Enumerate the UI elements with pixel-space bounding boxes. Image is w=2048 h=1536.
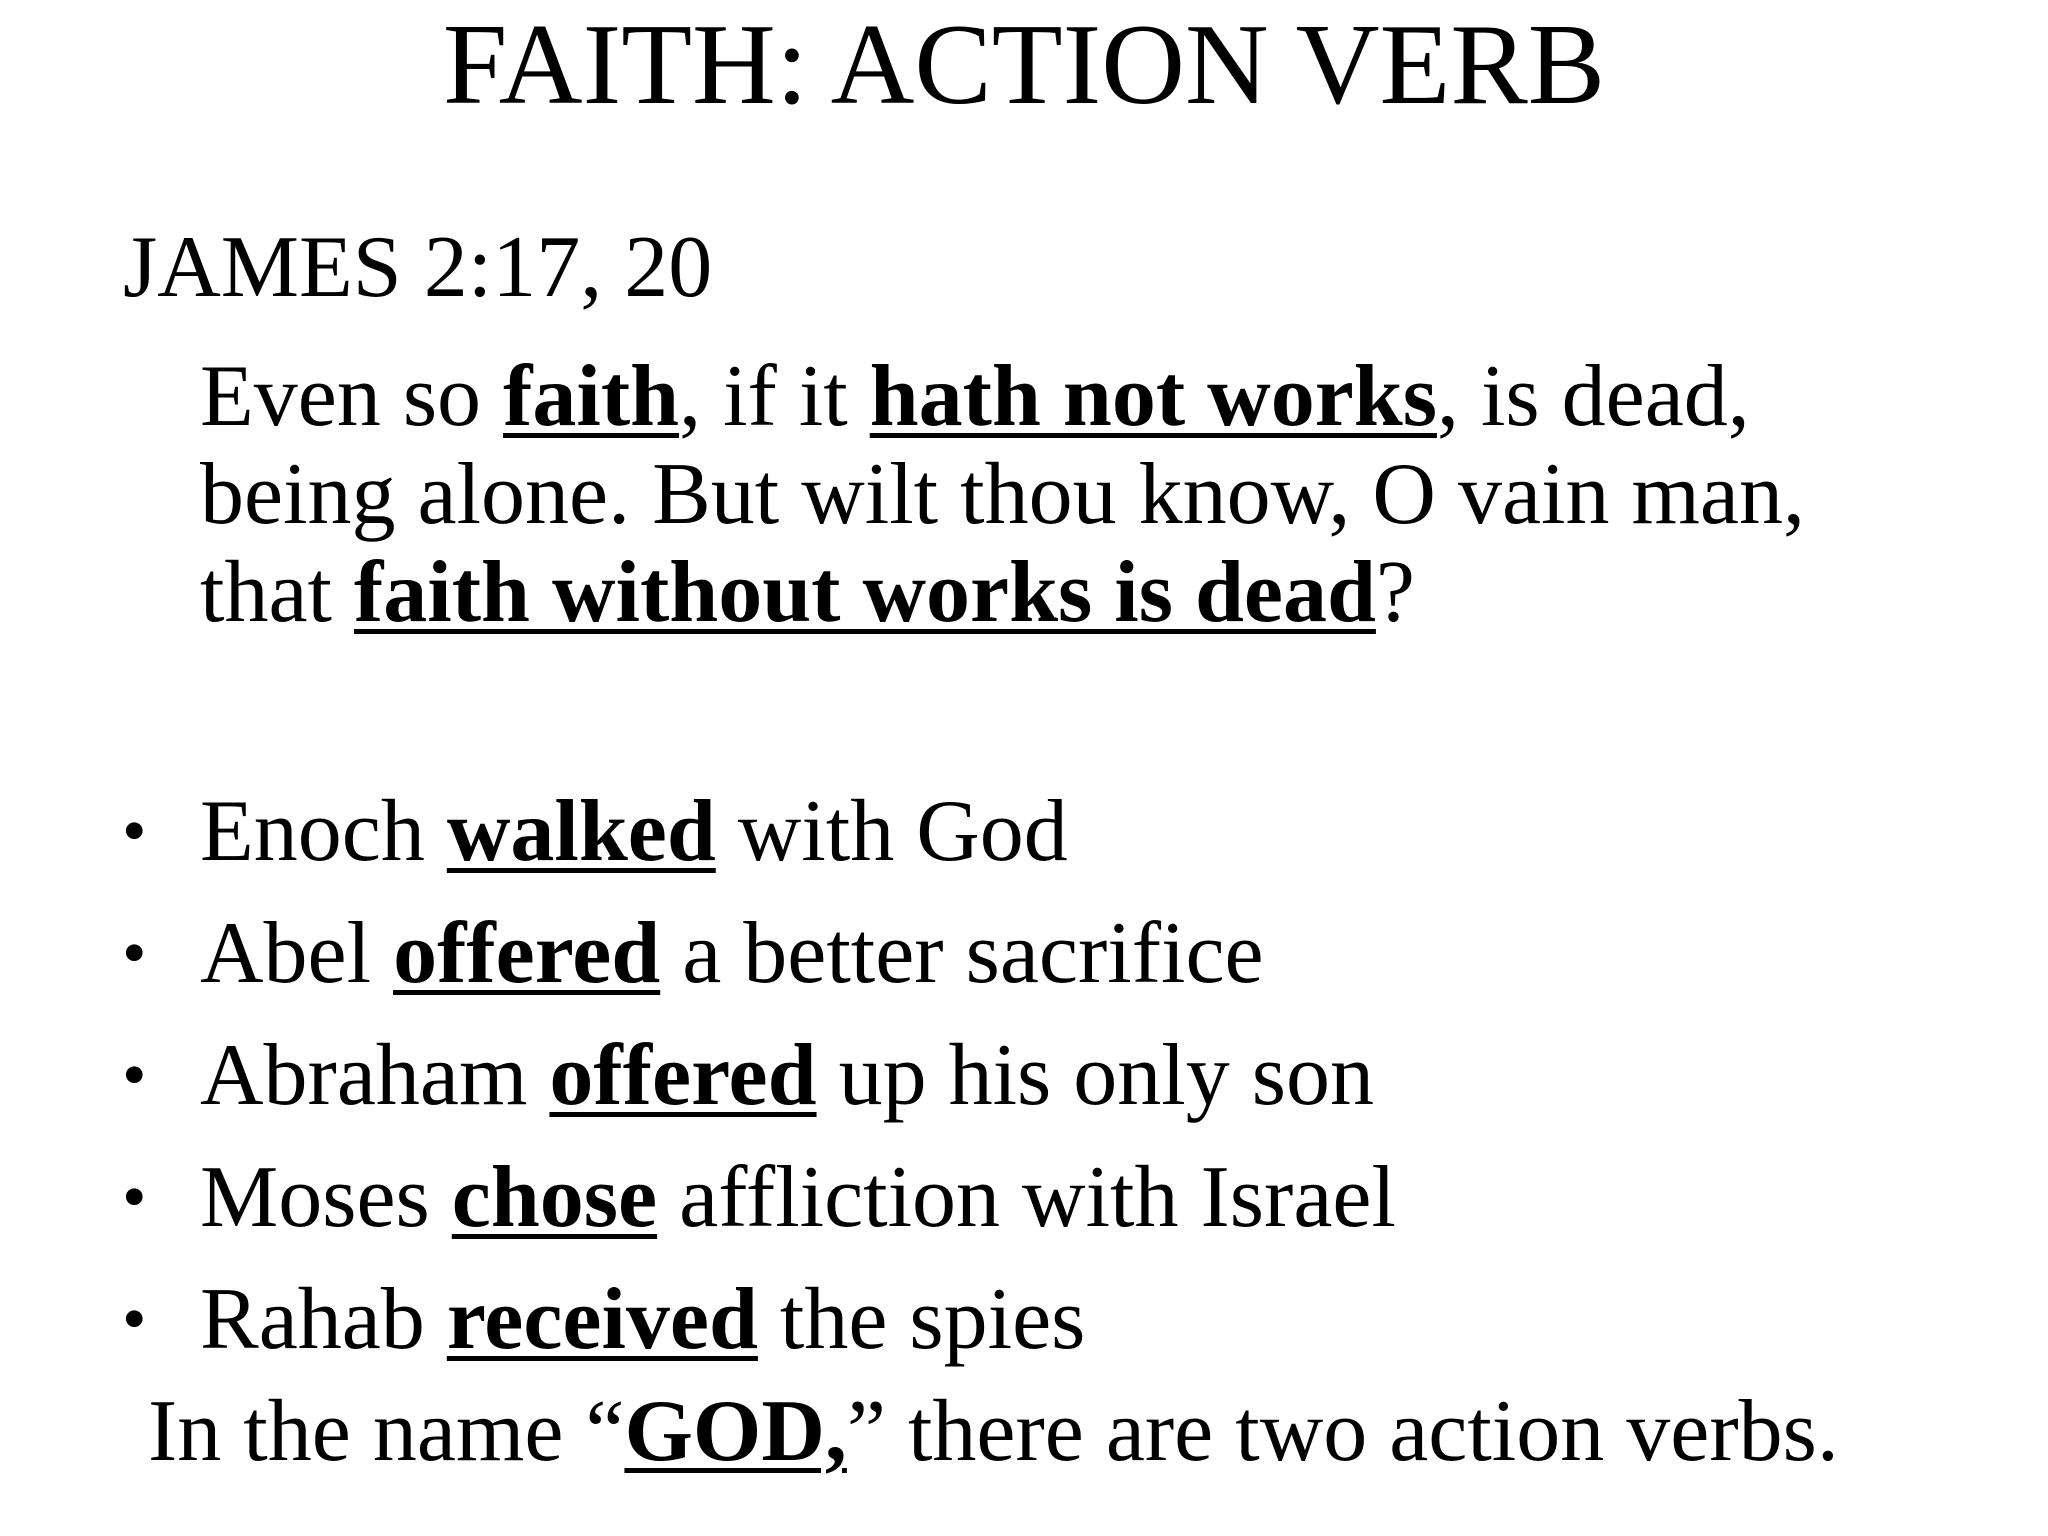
emphasis-faith: faith	[503, 348, 680, 445]
scripture-reference: JAMES 2:17, 20	[123, 219, 713, 316]
action-verb: offered	[393, 905, 661, 1002]
verse-line-1: Even so faith, if it hath not works, is dead,	[200, 348, 1750, 445]
verse-line-2: being alone. But wilt thou know, O vain man,	[200, 446, 1805, 543]
closing-statement: In the name “GOD,” there are two action verbs.	[148, 1383, 1839, 1480]
action-verb: walked	[446, 783, 716, 880]
list-item: • Abel offered a better sacrifice	[0, 894, 2048, 1016]
bullet-icon: •	[122, 915, 147, 992]
bullet-icon: •	[122, 1281, 147, 1358]
scripture-verse	[200, 348, 1980, 642]
bullet-list	[0, 772, 2048, 1382]
action-verb: received	[446, 1271, 758, 1368]
list-item: • Moses chose affliction with Israel	[0, 1138, 2048, 1260]
list-item: • Enoch walked with God	[0, 772, 2048, 894]
verse-line-3: that faith without works is dead?	[200, 544, 1415, 641]
emphasis-hath-not-works: hath not works	[869, 348, 1437, 445]
emphasis-faith-without-works: faith without works is dead	[353, 544, 1376, 641]
bullet-icon: •	[122, 793, 147, 870]
bullet-icon: •	[122, 1037, 147, 1114]
action-verb: chose	[451, 1149, 658, 1246]
slide-title: FAITH: ACTION VERB	[442, 1, 1606, 129]
emphasis-god: GOD,	[624, 1383, 847, 1480]
action-verb: offered	[549, 1027, 817, 1124]
list-item: • Abraham offered up his only son	[0, 1016, 2048, 1138]
list-item: • Rahab received the spies	[0, 1260, 2048, 1382]
bullet-icon: •	[122, 1159, 147, 1236]
